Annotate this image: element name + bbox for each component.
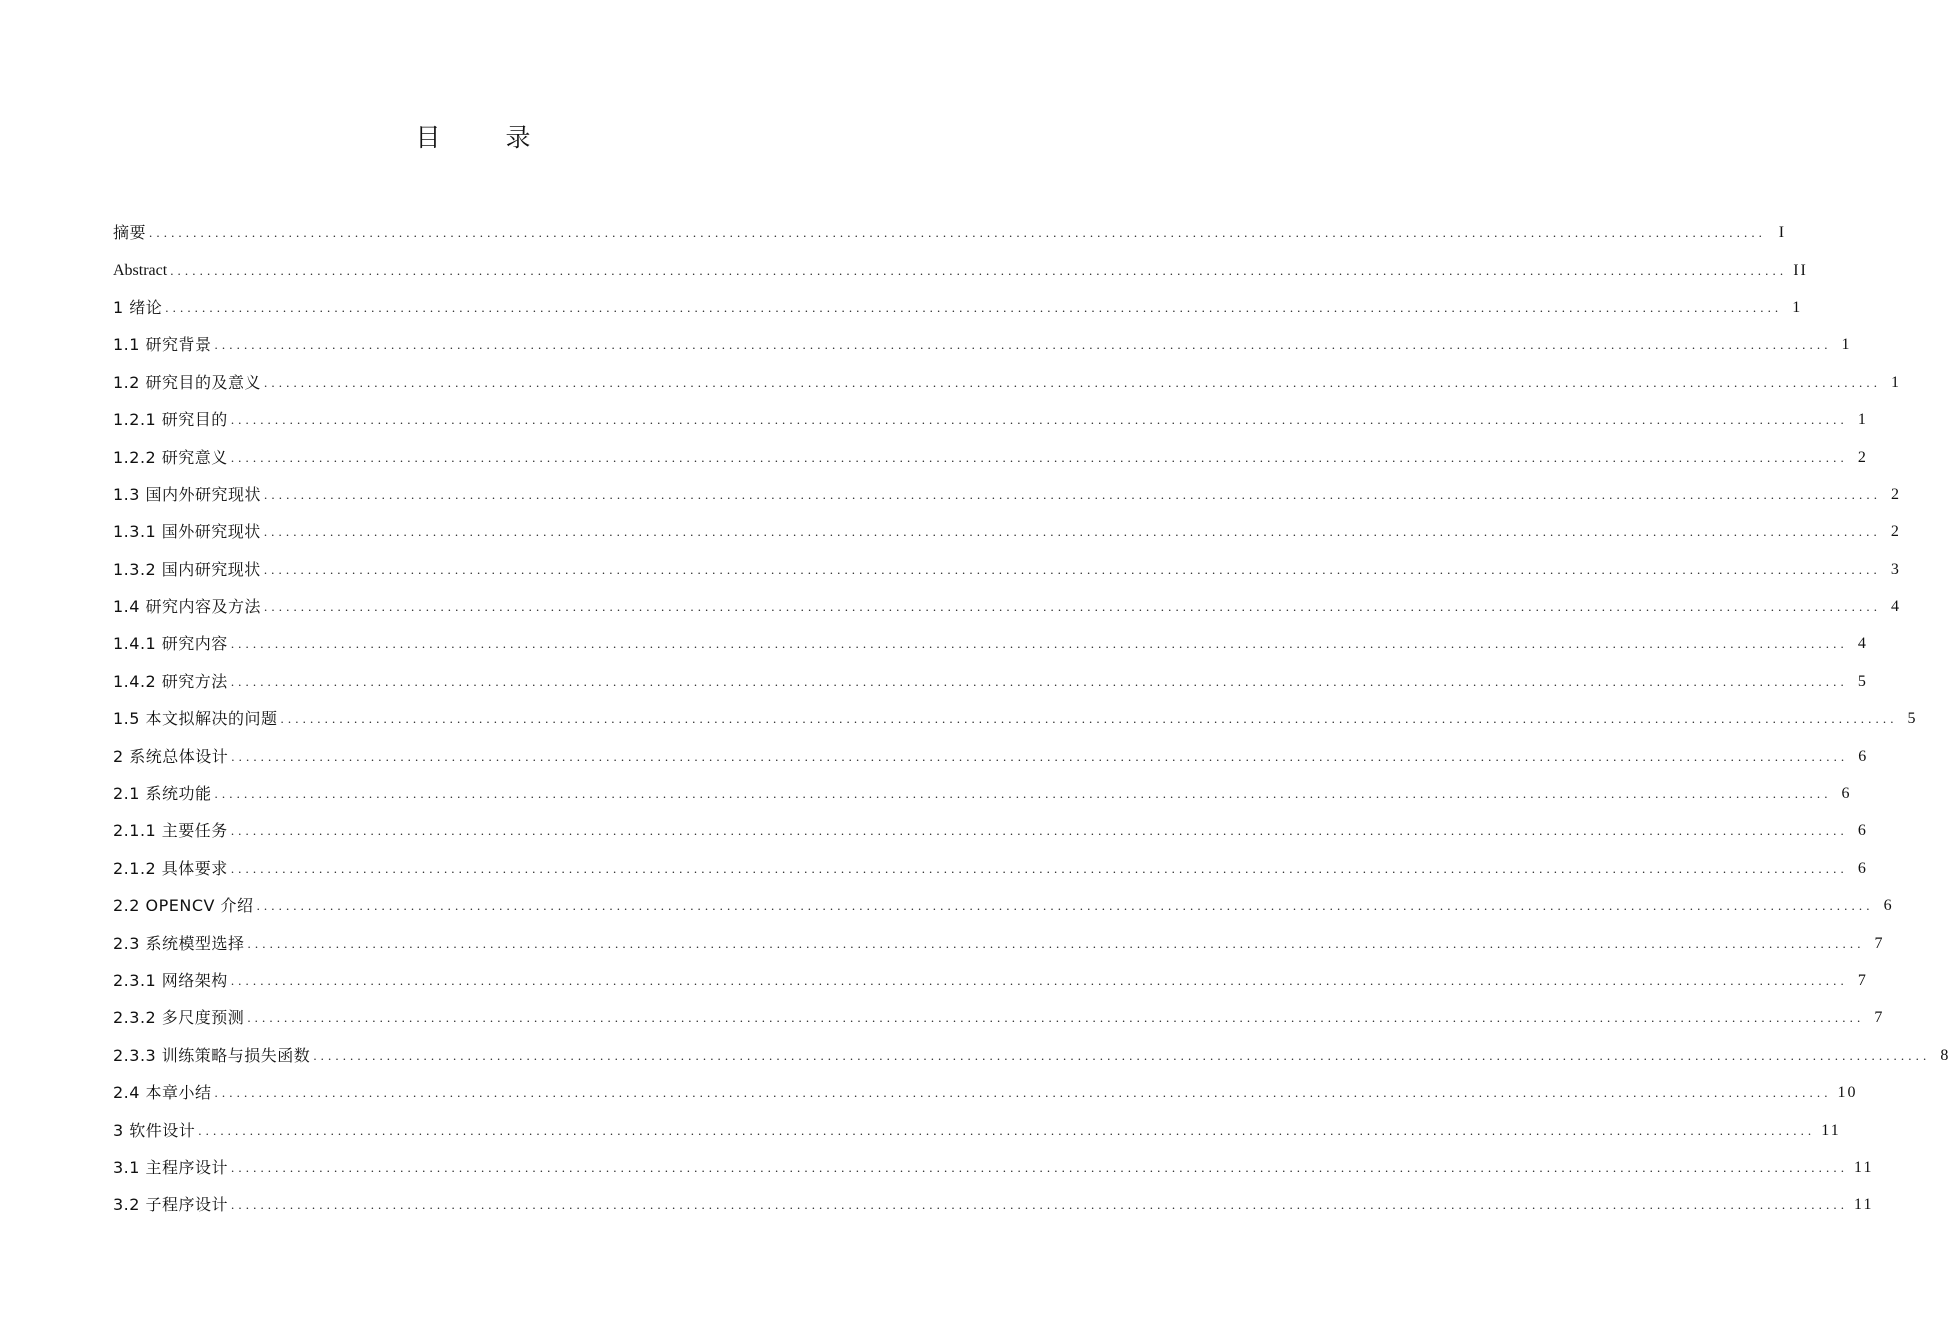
toc-dot-leader: ............................................................................................................................................................................................................................ [264,599,1882,615]
toc-entry-page-number: 2 [1857,448,1868,466]
toc-entry-page-number: 8 [1940,1046,1950,1064]
toc-entry-page-number: 11 [1854,1158,1874,1176]
toc-entry [113,251,1808,288]
toc-dot-leader: ............................................................................................................................................................................................................................ [264,486,1882,502]
toc-entry [113,850,1868,887]
toc-dot-leader: ............................................................................................................................................................................................................................ [165,299,1783,315]
toc-entry-title: 2.3.1 网络架构 [113,971,228,990]
toc-entry-page-number: 6 [1883,897,1894,915]
toc-entry-page-number: 3 [1890,560,1901,578]
toc-entry-title: 1.4.2 研究方法 [113,671,228,691]
toc-entry-title: 1.3 国内外研究现状 [113,484,262,504]
toc-entry [113,1149,1874,1186]
toc-entry-title: 2 系统总体设计 [113,746,229,766]
toc-entry-page-number: 7 [1874,1009,1885,1027]
toc-entry-page-number: 6 [1857,859,1868,877]
toc-entry-title: Abstract [113,261,168,279]
toc-dot-leader: ............................................................................................................................................................................................................................ [280,711,1898,727]
toc-entry [113,775,1852,812]
toc-dot-leader: ............................................................................................................................................................................................................................ [230,636,1848,652]
toc-entry-page-number: 2 [1891,485,1902,503]
toc-entry-title: 1.4.1 研究内容 [113,634,228,654]
toc-entry [113,812,1868,849]
toc-entry [113,214,1787,251]
toc-entry [113,700,1918,737]
toc-entry [113,476,1902,513]
toc-title: 目 录 [415,123,551,152]
toc-entry [113,1074,1858,1111]
toc-entry [113,1037,1950,1074]
toc-dot-leader: ............................................................................................................................................................................................................................ [247,935,1865,951]
toc-entry-title: 2.3.2 多尺度预测 [113,1008,245,1028]
toc-entry-page-number: 1 [1857,411,1868,429]
toc-entry-page-number: I [1778,224,1787,242]
toc-dot-leader: ............................................................................................................................................................................................................................ [198,1122,1816,1138]
toc-entry [113,1111,1841,1148]
toc-entry-title: 1.5 本文拟解决的问题 [113,709,278,729]
toc-dot-leader: ............................................................................................................................................................................................................................ [256,898,1874,914]
toc-entry-title: 1.2.2 研究意义 [113,447,228,467]
toc-dot-leader: ............................................................................................................................................................................................................................ [230,823,1848,839]
toc-entry-page-number: 1 [1792,298,1803,316]
toc-entry [113,401,1868,438]
toc-dot-leader: ............................................................................................................................................................................................................................ [214,337,1832,353]
toc-entry-page-number: 11 [1854,1196,1874,1214]
toc-entry-title: 1.4 研究内容及方法 [113,597,262,617]
toc-entry-title: 2.1.2 具体要求 [113,858,228,878]
toc-dot-leader: ............................................................................................................................................................................................................................ [231,748,1849,764]
toc-dot-leader: ............................................................................................................................................................................................................................ [149,225,1767,241]
toc-entry-title: 1.2.1 研究目的 [113,410,228,430]
toc-dot-leader: ............................................................................................................................................................................................................................ [230,860,1848,876]
toc-entry-title: 2.3.3 训练策略与损失函数 [113,1045,311,1065]
toc-list [113,214,1950,1224]
toc-entry-page-number: 7 [1874,934,1885,952]
toc-dot-leader: ............................................................................................................................................................................................................................ [214,786,1832,802]
toc-entry-page-number: 4 [1857,635,1868,653]
toc-entry-page-number: 1 [1841,336,1852,354]
toc-entry [113,924,1885,961]
toc-entry [113,588,1902,625]
toc-entry-page-number: 2 [1890,523,1901,541]
toc-dot-leader: ............................................................................................................................................................................................................................ [170,262,1788,278]
toc-entry-title: 3.1 主程序设计 [113,1157,229,1177]
toc-entry [113,663,1868,700]
toc-entry-page-number: 10 [1837,1084,1858,1102]
toc-dot-leader: ............................................................................................................................................................................................................................ [230,449,1848,465]
toc-entry-page-number: 6 [1858,747,1869,765]
toc-dot-leader: ............................................................................................................................................................................................................................ [230,973,1848,988]
toc-entry-page-number: 1 [1891,373,1902,391]
toc-entry [113,513,1901,550]
toc-entry-page-number: 6 [1841,785,1852,803]
toc-entry-page-number: 7 [1857,972,1868,989]
toc-entry-page-number: 11 [1821,1121,1841,1139]
toc-entry-page-number: 4 [1891,598,1902,616]
toc-entry-title: 3.2 子程序设计 [113,1195,229,1215]
toc-entry [113,625,1868,662]
toc-entry [113,737,1869,774]
toc-dot-leader: ............................................................................................................................................................................................................................ [230,412,1848,428]
toc-entry-page-number: II [1793,261,1808,279]
toc-entry [113,289,1803,326]
toc-entry-title: 1 绪论 [113,297,163,317]
toc-dot-leader: ............................................................................................................................................................................................................................ [231,1159,1849,1175]
toc-entry-page-number: 5 [1857,672,1868,690]
toc-entry-title: 3 软件设计 [113,1120,196,1140]
toc-entry-title: 摘要 [113,223,147,243]
toc-entry [113,438,1868,475]
toc-entry [113,326,1852,363]
toc-dot-leader: ............................................................................................................................................................................................................................ [263,561,1881,577]
toc-entry [113,364,1902,401]
toc-entry-title: 2.2 OPENCV 介绍 [113,896,254,916]
toc-entry-page-number: 5 [1907,710,1918,728]
toc-dot-leader: ............................................................................................................................................................................................................................ [231,1197,1849,1213]
toc-dot-leader: ............................................................................................................................................................................................................................ [313,1047,1931,1063]
toc-entry-title: 2.3 系统模型选择 [113,933,245,953]
toc-entry-title: 2.4 本章小结 [113,1083,212,1103]
toc-entry-title: 2.1.1 主要任务 [113,821,228,841]
toc-dot-leader: ............................................................................................................................................................................................................................ [264,374,1882,390]
toc-dot-leader: ............................................................................................................................................................................................................................ [214,1085,1832,1101]
toc-entry-title: 1.3.1 国外研究现状 [113,522,261,542]
toc-entry [113,887,1894,924]
toc-entry [113,962,1868,999]
toc-entry-title: 1.1 研究背景 [113,335,212,355]
toc-entry-title: 1.2 研究目的及意义 [113,372,262,392]
toc-entry-title: 2.1 系统功能 [113,784,212,804]
toc-dot-leader: ............................................................................................................................................................................................................................ [263,524,1881,540]
toc-entry [113,999,1885,1036]
toc-entry [113,1186,1874,1223]
toc-dot-leader: ............................................................................................................................................................................................................................ [230,673,1848,689]
toc-entry-title: 1.3.2 国内研究现状 [113,559,261,579]
toc-entry [113,551,1901,588]
toc-entry-page-number: 6 [1857,822,1868,840]
toc-dot-leader: ............................................................................................................................................................................................................................ [247,1010,1865,1026]
